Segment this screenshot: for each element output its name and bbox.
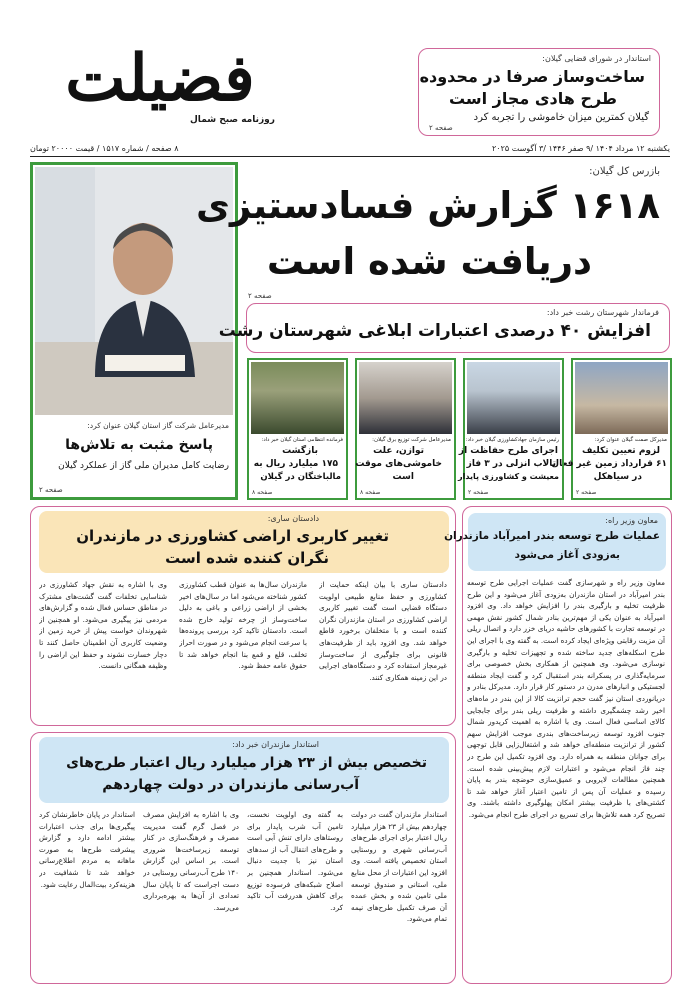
teaser-kicker: رئیس سازمان جهادکشاورزی گیلان خبر داد: bbox=[465, 437, 559, 443]
teaser-kicker: فرمانده انتظامی استان گیلان خبر داد: bbox=[261, 437, 343, 443]
budget-kicker: استاندار مازندران خبر داد: bbox=[232, 740, 319, 749]
agri-kicker: دادستان ساری: bbox=[267, 514, 319, 523]
agri-col-2: مازندران سال‌ها به عنوان قطب کشاورزی کشور شناخته می‌شود اما در سال‌های اخیر بخشی از اراضی زراعی و باغی به دلیل ساخت‌وساز از چرخه تولید خارج شده است. دادستان تاکید کرد بررسی پرونده‌ها با سرعت انجام می‌شود و در صورت احراز تخلف، قلع و قمع بنا انجام خواهد شد تا حقوق عامه حفظ شود. bbox=[179, 580, 307, 671]
teaser-page: صفحه ۲ bbox=[576, 489, 597, 496]
teaser-line-3: در سیاهکل bbox=[593, 472, 642, 482]
teaser-line-3: است bbox=[392, 472, 414, 482]
port-headline-1: عملیات طرح توسعه بندر امیرآباد مازندران bbox=[444, 530, 660, 542]
gas-sub: رضایت کامل مدیران ملی گاز از عملکرد گیلان bbox=[58, 461, 229, 471]
top-teaser-sub: گیلان کمترین میزان خاموشی را تجربه کرد bbox=[473, 112, 649, 123]
teaser-line-2: خاموشی‌های موقت bbox=[355, 459, 442, 469]
top-teaser-kicker: استاندار در شورای قضایی گیلان: bbox=[542, 54, 651, 63]
budget-headline-2: آب‌رسانی مازندران در دولت چهاردهم bbox=[102, 777, 359, 793]
lead-headline-2: دریافت شده است bbox=[266, 240, 592, 283]
top-teaser-headline-2: طرح هادی مجاز است bbox=[448, 89, 617, 108]
teaser-card[interactable] bbox=[247, 358, 348, 500]
gas-page: صفحه ۲ bbox=[39, 486, 63, 494]
teaser-line-1: توازن، علت bbox=[373, 446, 424, 456]
teaser-page: صفحه ۲ bbox=[468, 489, 489, 496]
top-teaser-box[interactable] bbox=[418, 48, 660, 136]
teaser-photo bbox=[359, 362, 452, 434]
teaser-photo bbox=[575, 362, 668, 434]
budget-col-3: وی با اشاره به افزایش مصرف در فصل گرم گفت مدیریت مصرف و فرهنگ‌سازی در کنار توسعه زیرساخت‌ها ضروری است. بر اساس این گزارش ۱۴۰ طرح آب‌رسانی روستایی در دست اجراست که تا پایان سال تعدادی از آن‌ها به بهره‌برداری می‌رسد. bbox=[143, 810, 239, 912]
issue-date: یکشنبه ۱۲ مرداد ۱۴۰۴ /۹ صفر ۱۴۴۶ /۳ آگوست ۲۰۲۵ bbox=[492, 144, 670, 153]
budget-story-box[interactable] bbox=[30, 732, 456, 984]
teaser-page: صفحه ۸ bbox=[252, 489, 273, 496]
port-body: معاون وزیر راه و شهرسازی گفت عملیات اجرایی طرح توسعه بندر امیرآباد در استان مازندران به‌زودی آغاز می‌شود و این طرح ظرفیت تخلیه و بارگیری بندر را افزایش خواهد داد. وی افزود امیرآباد به عنوان یکی از مهم‌ترین بنادر شمال کشور نقش مهمی در توسعه تجارت با کشورهای حاشیه دریای خزر دارد و اتصال ریلی آن مزیت رقابتی ویژه‌ای ایجاد کرده است. به گفته وی با اجرای این طرح اسکله‌های جدید ساخته شده و تجهیزات تخلیه و بارگیری نوسازی می‌شود. وی همچنین از همکاری بخش خصوصی برای سرمایه‌گذاری در پسکرانه بندر استقبال کرد و گفت ایجاد منطقه لجستیکی و انبارهای مدرن در دستور کار قرار دارد. مدیرکل بنادر و دریانوردی استان نیز گفت حجم ترانزیت کالا از این بندر در ماه‌های اخیر رشد چشمگیری داشته و ظرفیت ریلی بندر برای جابجایی کالای اساسی فعال است. وی با اشاره به اهمیت کریدور شمال جنوب افزود توسعه زیرساخت‌های بندری موجب افزایش سهم کشور از ترانزیت منطقه‌ای خواهد شد و اشتغال‌زایی قابل توجهی برای جوانان منطقه به همراه دارد. وی افزود تکمیل این طرح در چند فاز انجام می‌شود و اعتبارات لازم پیش‌بینی شده است. همچنین مطالعات لایروبی و عمیق‌سازی حوضچه بندر به پایان رسیده و عملیات آن پس از تامین اعتبار آغاز خواهد شد تا کشتی‌های با ظرفیت بیشتر امکان پهلوگیری داشته باشند. وی تصریح کرد همه تلاش‌ها برای تسریع در اجرای طرح انجام می‌شود. bbox=[467, 578, 665, 819]
issue-bar bbox=[30, 143, 670, 157]
budget-col-4: استاندار در پایان خاطرنشان کرد پیگیری‌ها برای جذب اعتبارات بیشتر ادامه دارد و گزارش پیشرفت طرح‌ها به صورت ماهانه به مردم اطلاع‌رسانی خواهد شد تا شفافیت در هزینه‌کرد بیت‌المال رعایت شود. bbox=[39, 810, 135, 889]
port-kicker: معاون وزیر راه: bbox=[605, 516, 658, 525]
teaser-line-2: تالاب انزلی در ۳ فاز bbox=[466, 459, 556, 469]
top-teaser-headline-1: ساخت‌وساز صرفا در محدوده bbox=[419, 67, 645, 86]
agri-head-box bbox=[39, 511, 449, 573]
agri-headline-1: تغییر کاربری اراضی کشاورزی در مازندران bbox=[76, 527, 389, 545]
teaser-line-1: لزوم تعیین تکلیف bbox=[581, 446, 660, 456]
teaser-photo bbox=[467, 362, 560, 434]
agri-story-box[interactable] bbox=[30, 506, 456, 726]
rasht-headline: افزایش ۴۰ درصدی اعتبارات ابلاغی شهرستان رشت bbox=[218, 321, 651, 341]
issue-price: ۸ صفحه / شماره ۱۵۱۷ / قیمت ۲۰۰۰۰ تومان bbox=[30, 144, 179, 153]
teaser-line-1: بازگشت bbox=[282, 446, 318, 456]
teaser-kicker: مدیرعامل شرکت توزیع برق گیلان: bbox=[372, 437, 451, 443]
newspaper-subtitle: روزنامه صبح شمال bbox=[190, 115, 275, 125]
top-teaser-page: صفحه ۲ bbox=[429, 124, 453, 132]
teaser-line-2: ۱۷۵ میلیارد ریال به bbox=[253, 459, 338, 469]
port-story-box[interactable] bbox=[444, 506, 672, 984]
teaser-card[interactable] bbox=[458, 358, 564, 500]
teaser-photo bbox=[251, 362, 344, 434]
agri-col-3: وی با اشاره به نقش جهاد کشاورزی در شناسایی تخلفات گفت گشت‌های مشترک در مناطق حساس فعال شده و گزارش‌های مردمی نیز پیگیری می‌شود. او همچنین از شهروندان خواست پیش از خرید زمین از وضعیت کاربری آن اطمینان حاصل کنند تا دچار خسارت نشوند و حفظ این اراضی را وظیفه همگانی دانست. bbox=[39, 580, 167, 671]
masthead bbox=[40, 41, 290, 155]
port-head-box bbox=[444, 513, 666, 571]
lead-page: صفحه ۲ bbox=[248, 292, 272, 300]
teaser-kicker: مدیرکل صمت گیلان عنوان کرد: bbox=[594, 437, 667, 443]
budget-col-2: به گفته وی اولویت نخست، تامین آب شرب پایدار برای روستاهای دارای تنش آبی است و طرح‌های انتقال آب از سدهای استان نیز با جدیت دنبال می‌شود. استاندار همچنین بر اصلاح شبکه‌های فرسوده توزیع برای کاهش هدررفت آب تاکید کرد. bbox=[247, 810, 343, 912]
budget-head-box bbox=[39, 737, 449, 803]
teaser-card[interactable] bbox=[551, 358, 672, 500]
teaser-page: صفحه ۸ bbox=[360, 489, 381, 496]
gas-headline: پاسخ مثبت به تلاش‌ها bbox=[65, 437, 213, 453]
agri-headline-2: نگران کننده شده است bbox=[165, 549, 329, 567]
teaser-line-2: ۶۱ قرارداد زمین غیر فعال bbox=[551, 459, 667, 469]
teaser-line-1: اجرای طرح حفاظت از bbox=[458, 446, 558, 456]
budget-headline-1: تخصیص بیش از ۲۳ هزار میلیارد ریال اعتبار طرح‌های bbox=[66, 755, 427, 771]
teaser-line-3: معیشت و کشاورزی پایدار bbox=[458, 472, 559, 481]
newspaper-logo: فضیلت bbox=[65, 41, 255, 116]
agri-col-1: دادستان ساری با بیان اینکه حمایت از کشاورزی و حفظ منابع طبیعی اولویت دستگاه قضایی است گفت تغییر کاربری اراضی کشاورزی در استان مازندران نگران کننده است و با متخلفان برخورد قاطع خواهد شد. وی افزود باید از ظرفیت‌های قانونی برای جلوگیری از ساخت‌وساز غیرمجاز استفاده کرد و دستگاه‌های اجرایی در این زمینه همکاری کنند. bbox=[319, 580, 447, 682]
lead-headline-1: ۱۶۱۸ گزارش فسادستیزی bbox=[196, 184, 660, 227]
gas-kicker: مدیرعامل شرکت گاز استان گیلان عنوان کرد: bbox=[87, 421, 229, 430]
port-headline-2: به‌زودی آغاز می‌شود bbox=[514, 549, 620, 561]
teaser-card[interactable] bbox=[355, 358, 456, 500]
teaser-line-3: مالباختگان در گیلان bbox=[260, 472, 341, 482]
rasht-kicker: فرماندار شهرستان رشت خبر داد: bbox=[546, 308, 659, 317]
lead-kicker: بازرس کل گیلان: bbox=[589, 166, 660, 177]
teaser-row bbox=[246, 358, 672, 500]
budget-col-1: استاندار مازندران گفت در دولت چهاردهم بیش از ۲۳ هزار میلیارد ریال اعتبار برای اجرای طرح‌های آب‌رسانی شهری و روستایی استان تخصیص یافته است. وی افزود این اعتبارات از محل منابع ملی، استانی و صندوق توسعه ملی تامین شده و بخش عمده آن صرف تکمیل طرح‌های نیمه تمام می‌شود. bbox=[351, 810, 447, 924]
rasht-story-box[interactable] bbox=[218, 303, 670, 353]
